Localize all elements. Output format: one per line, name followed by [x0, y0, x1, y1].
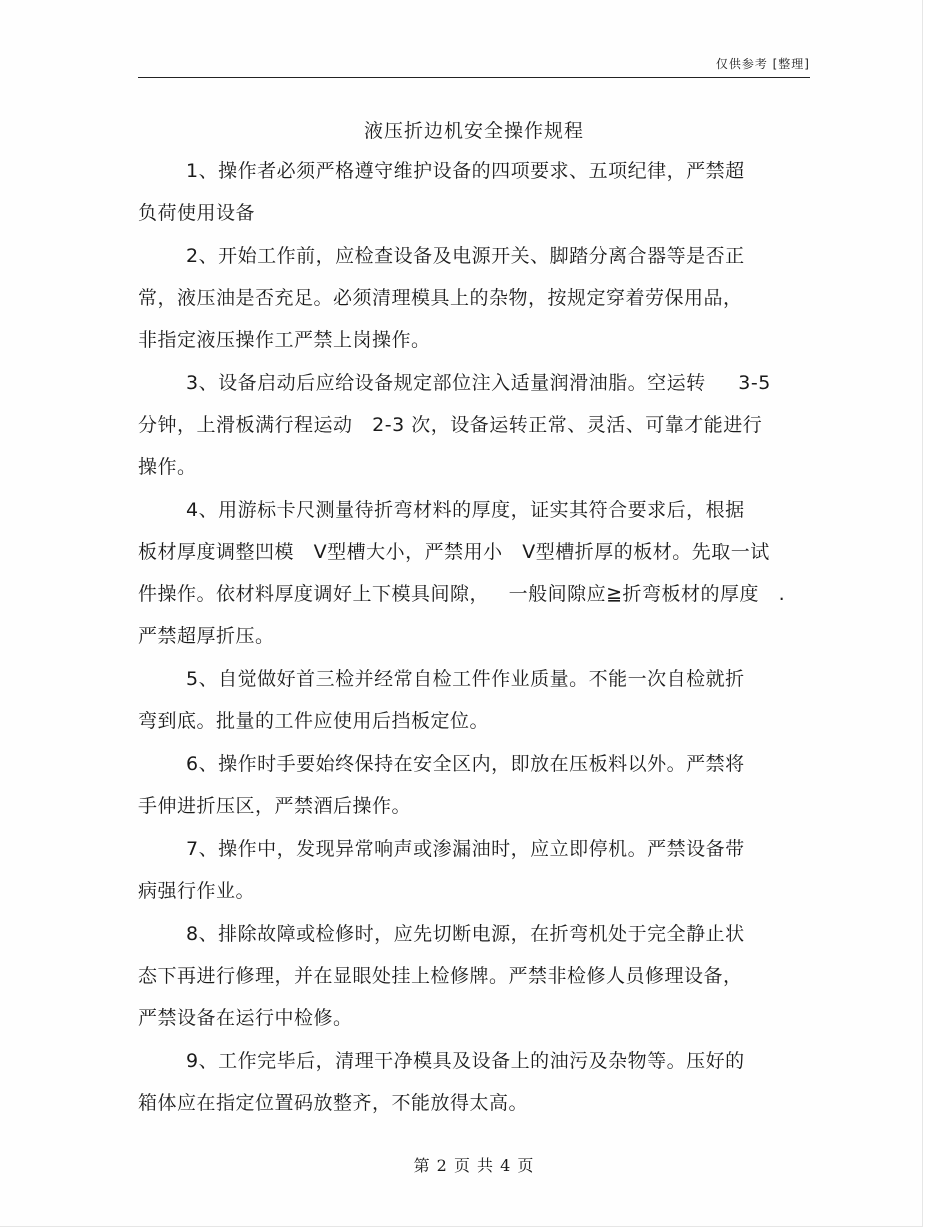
header-divider	[138, 77, 810, 78]
paragraph-line: 9、工作完毕后，清理干净模具及设备上的油污及杂物等。压好的	[186, 1050, 745, 1072]
paragraph-line: 1、操作者必须严格遵守维护设备的四项要求、五项纪律，严禁超	[186, 160, 745, 182]
header-note: 仅供参考 [整理]	[715, 57, 810, 71]
paragraph-line: 负荷使用设备	[138, 202, 256, 224]
document-title: 液压折边机安全操作规程	[363, 120, 584, 142]
paragraph	[138, 658, 810, 742]
paragraph-line: 严禁设备在运行中检修。	[138, 1007, 353, 1029]
paragraph	[138, 828, 810, 912]
paragraph-line: 分钟，上滑板满行程运动 2-3 次，设备运转正常、灵活、可靠才能进行	[138, 414, 763, 436]
paragraph-line: 2、开始工作前，应检查设备及电源开关、脚踏分离合器等是否正	[186, 245, 745, 267]
paragraph	[138, 235, 810, 361]
paragraph-line: 件操作。依材料厚度调好上下模具间隙， 一般间隙应≧折弯板材的厚度 .	[138, 583, 786, 605]
paragraph-line: 6、操作时手要始终保持在安全区内，即放在压板料以外。严禁将	[186, 753, 745, 775]
paragraph-line: 非指定液压操作工严禁上岗操作。	[138, 329, 431, 351]
paragraph	[138, 1040, 810, 1124]
paragraph	[138, 743, 810, 827]
paragraph-line: 弯到底。批量的工件应使用后挡板定位。	[138, 710, 490, 732]
paragraph-line: 5、自觉做好首三检并经常自检工件作业质量。不能一次自检就折	[186, 668, 745, 690]
page-indicator: 第 2 页 共 4 页	[413, 1156, 535, 1175]
paragraph-line: 箱体应在指定位置码放整齐，不能放得太高。	[138, 1092, 529, 1114]
paragraph-line: 8、排除故障或检修时，应先切断电源，在折弯机处于完全静止状	[186, 923, 745, 945]
document-body	[138, 150, 810, 1125]
paragraph-line: 手伸进折压区，严禁酒后操作。	[138, 795, 412, 817]
paragraph	[138, 150, 810, 234]
paragraph-line: 3、设备启动后应给设备规定部位注入适量润滑油脂。空运转 3-5	[186, 372, 771, 394]
paragraph	[138, 362, 810, 488]
paragraph-line: 病强行作业。	[138, 880, 256, 902]
paragraph	[138, 913, 810, 1039]
paragraph	[138, 489, 810, 657]
paragraph-line: 态下再进行修理，并在显眼处挂上检修牌。严禁非检修人员修理设备，	[138, 965, 743, 987]
paragraph-line: 常，液压油是否充足。必须清理模具上的杂物，按规定穿着劳保用品，	[138, 287, 743, 309]
paragraph-line: 4、用游标卡尺测量待折弯材料的厚度，证实其符合要求后，根据	[186, 499, 745, 521]
paragraph-line: 7、操作中，发现异常响声或渗漏油时，应立即停机。严禁设备带	[186, 838, 745, 860]
paragraph-line: 严禁超厚折压。	[138, 625, 275, 647]
paragraph-line: 操作。	[138, 456, 197, 478]
paragraph-line: 板材厚度调整凹模 V型槽大小，严禁用小 V型槽折厚的板材。先取一试	[138, 541, 770, 563]
